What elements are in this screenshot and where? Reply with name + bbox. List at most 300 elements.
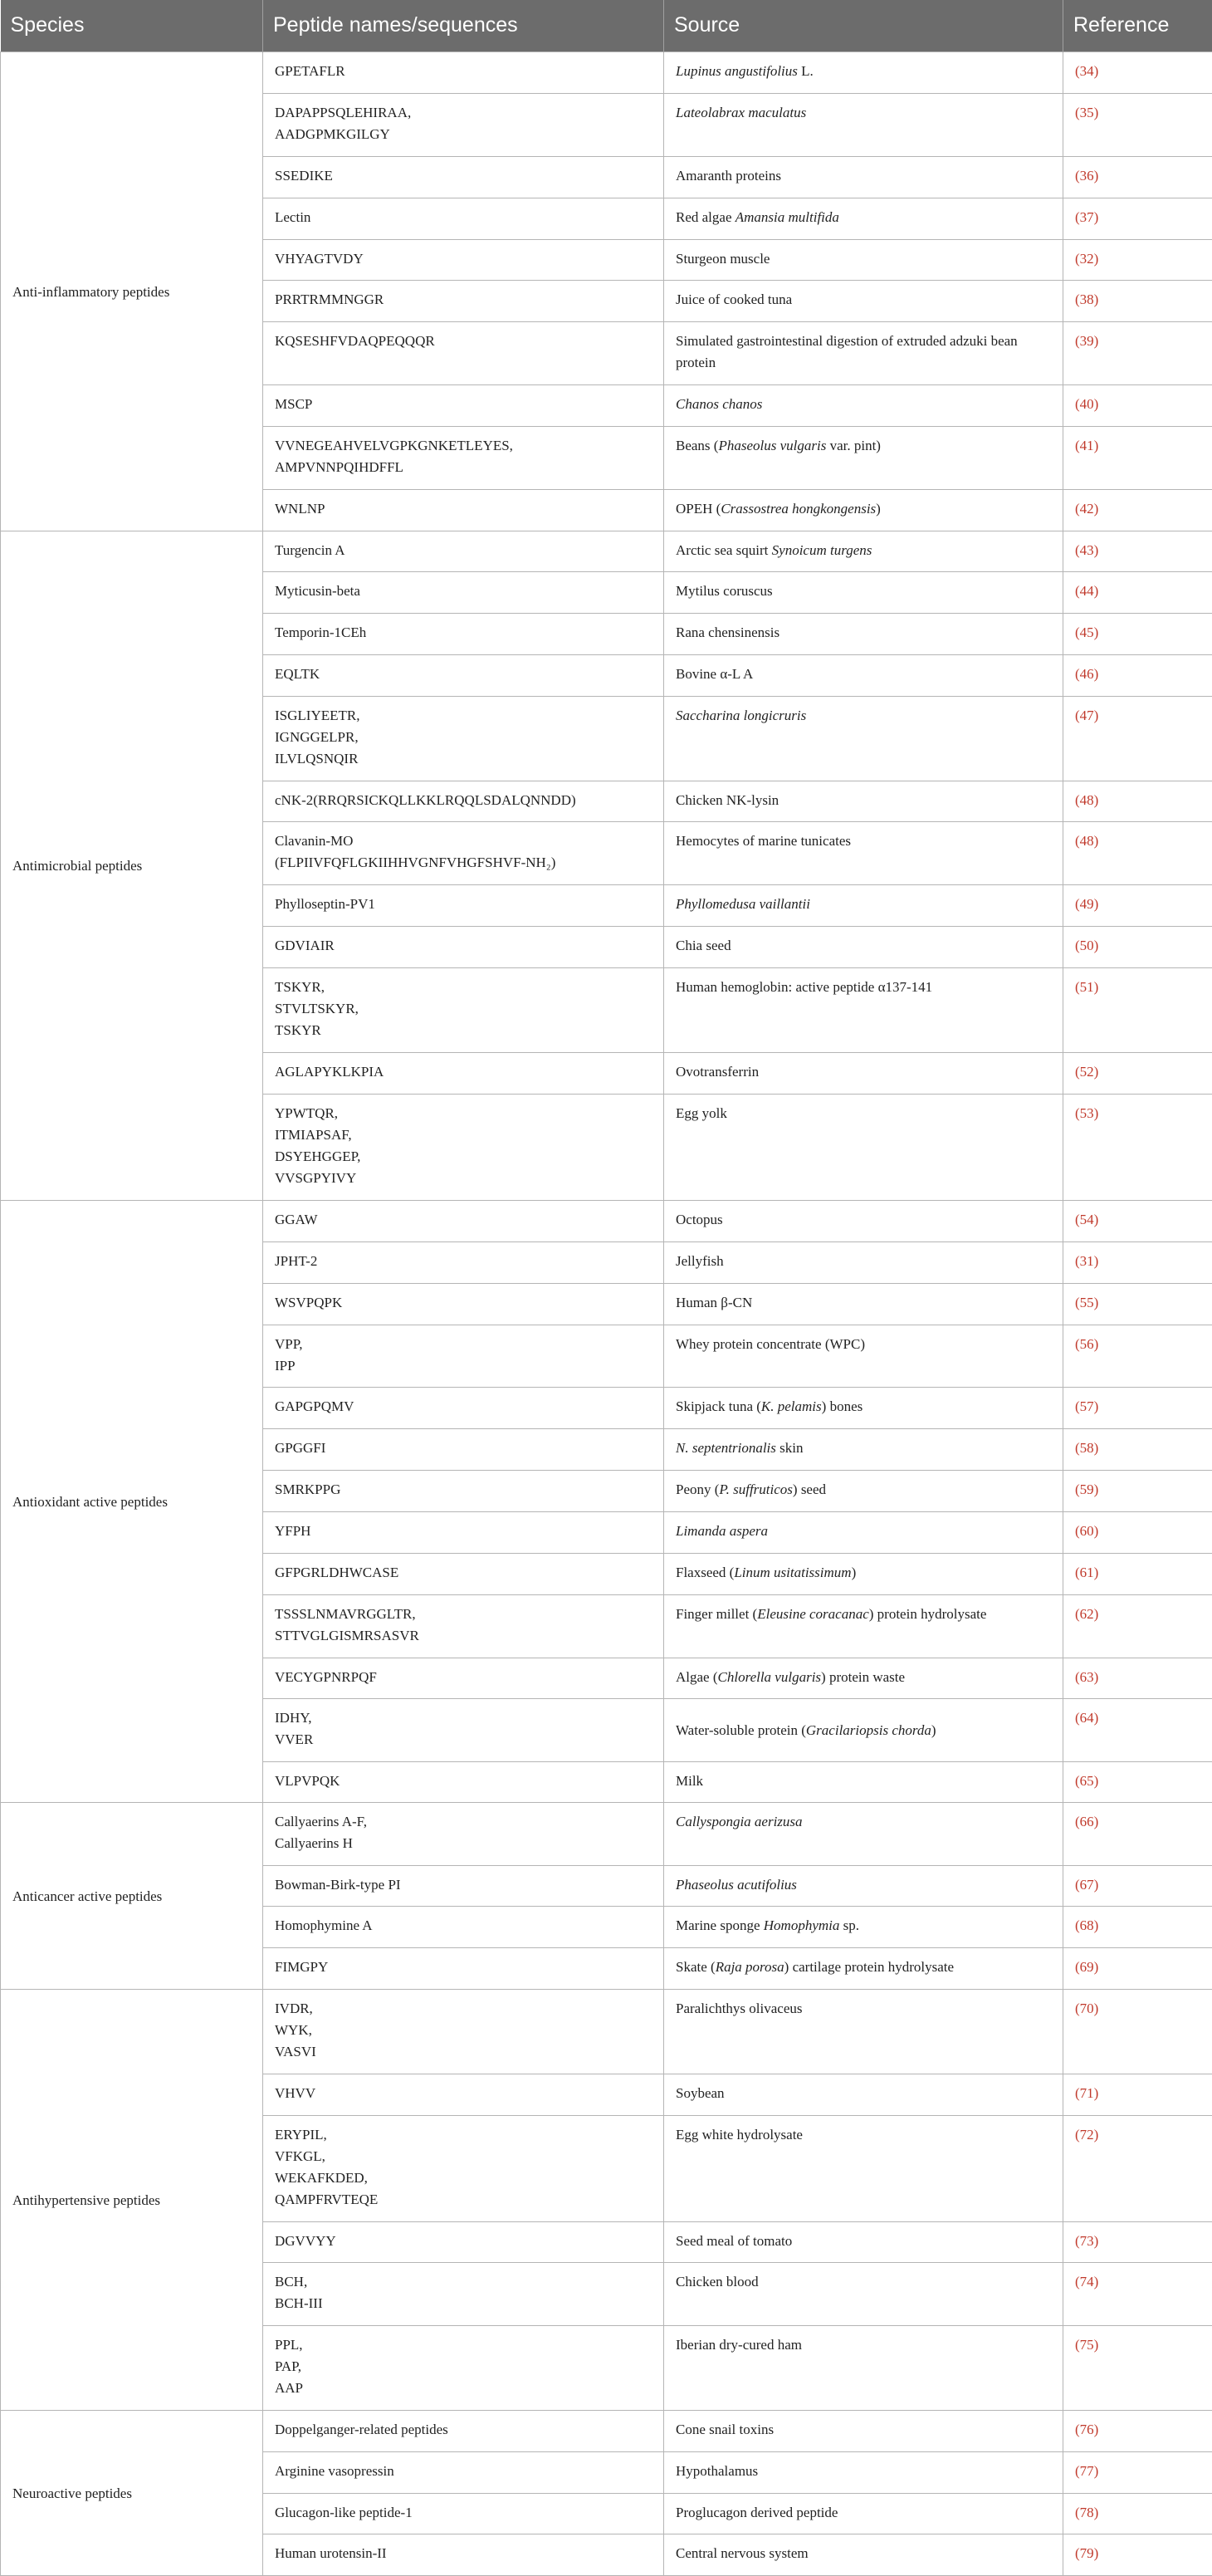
reference-cell	[1063, 1989, 1212, 2074]
source-text: Simulated gastrointestinal digestion of extruded adzuki bean protein	[676, 333, 1018, 370]
source-cell	[664, 1802, 1063, 1865]
source-cell	[664, 384, 1063, 426]
peptide-cell	[263, 93, 664, 156]
peptide-sequence: Myticusin-beta	[275, 580, 652, 602]
reference-cell	[1063, 1761, 1212, 1802]
source-species-name: Phyllomedusa vaillantii	[676, 896, 810, 912]
reference-link[interactable]: (72)	[1075, 2127, 1098, 2143]
peptide-sequence: Doppelganger-related peptides	[275, 2419, 652, 2441]
peptide-sequence: ISGLIYEETR,	[275, 705, 652, 727]
source-cell	[664, 51, 1063, 93]
reference-link[interactable]: (42)	[1075, 501, 1098, 517]
reference-cell	[1063, 781, 1212, 821]
peptide-sequence: Phylloseptin-PV1	[275, 894, 652, 915]
peptide-cell	[263, 2451, 664, 2493]
table-header-row	[1, 0, 1212, 51]
reference-cell	[1063, 2074, 1212, 2115]
header-species: Species	[1, 0, 263, 51]
reference-link[interactable]: (45)	[1075, 624, 1098, 640]
source-text: Chicken blood	[676, 2274, 759, 2290]
source-text: Juice of cooked tuna	[676, 291, 792, 307]
peptide-cell	[263, 1761, 664, 1802]
reference-cell	[1063, 280, 1212, 321]
reference-link[interactable]: (35)	[1075, 105, 1098, 120]
source-species-name: Synoicum turgens	[772, 542, 872, 558]
source-species-name: Raja porosa	[716, 1959, 784, 1975]
peptide-cell	[263, 884, 664, 926]
table-row	[1, 51, 1212, 93]
source-text: Amaranth proteins	[676, 168, 781, 184]
reference-link[interactable]: (39)	[1075, 333, 1098, 349]
peptide-sequence: YPWTQR,	[275, 1103, 652, 1124]
reference-cell	[1063, 2325, 1212, 2410]
source-cell	[664, 239, 1063, 280]
peptide-sequence: AGLAPYKLKPIA	[275, 1061, 652, 1083]
source-species-name: Linum usitatissimum	[734, 1565, 851, 1580]
reference-cell	[1063, 571, 1212, 613]
reference-cell	[1063, 1658, 1212, 1698]
source-text: Human hemoglobin: active peptide α137-141	[676, 979, 932, 995]
source-text: Skate (	[676, 1959, 716, 1975]
peptide-cell	[263, 654, 664, 696]
source-cell	[664, 198, 1063, 239]
reference-cell	[1063, 654, 1212, 696]
peptide-sequence: VHYAGTVDY	[275, 248, 652, 270]
peptide-sequence: IVDR,	[275, 1998, 652, 2020]
source-cell	[664, 2325, 1063, 2410]
source-cell	[664, 967, 1063, 1052]
reference-cell	[1063, 1387, 1212, 1428]
source-text: Flaxseed (	[676, 1565, 734, 1580]
source-text: Seed meal of tomato	[676, 2233, 792, 2249]
source-text: Human β-CN	[676, 1295, 752, 1310]
source-cell	[664, 1052, 1063, 1094]
reference-cell	[1063, 1865, 1212, 1906]
source-text: Red algae	[676, 209, 736, 225]
reference-link[interactable]: (59)	[1075, 1481, 1098, 1497]
source-cell	[664, 280, 1063, 321]
reference-link[interactable]: (31)	[1075, 1253, 1098, 1269]
peptide-cell	[263, 821, 664, 884]
source-cell	[664, 1241, 1063, 1283]
species-cell: Antihypertensive peptides	[1, 1989, 263, 2410]
peptide-sequence: BCH-III	[275, 2293, 652, 2314]
reference-cell	[1063, 239, 1212, 280]
peptide-cell	[263, 1698, 664, 1761]
source-text: Jellyfish	[676, 1253, 724, 1269]
peptide-sequence: SSEDIKE	[275, 165, 652, 187]
peptide-cell	[263, 571, 664, 613]
peptide-cell	[263, 1802, 664, 1865]
peptide-cell	[263, 1947, 664, 1989]
peptide-sequence: PAP,	[275, 2356, 652, 2378]
source-cell	[664, 321, 1063, 384]
reference-link[interactable]: (75)	[1075, 2337, 1098, 2353]
species-cell: Neuroactive peptides	[1, 2410, 263, 2575]
source-text: Whey protein concentrate (WPC)	[676, 1336, 865, 1352]
reference-link[interactable]: (61)	[1075, 1565, 1098, 1580]
reference-link[interactable]: (49)	[1075, 896, 1098, 912]
source-cell	[664, 1761, 1063, 1802]
reference-cell	[1063, 1947, 1212, 1989]
source-species-name: P. suffruticos	[719, 1481, 792, 1497]
reference-cell	[1063, 489, 1212, 531]
peptide-sequence: WYK,	[275, 2020, 652, 2041]
reference-cell	[1063, 2262, 1212, 2325]
source-cell	[664, 2534, 1063, 2575]
source-text: Algae (	[676, 1669, 718, 1685]
peptide-cell	[263, 426, 664, 489]
peptide-sequence: DAPAPPSQLEHIRAA,	[275, 102, 652, 124]
peptide-sequence: GPETAFLR	[275, 61, 652, 82]
table-row	[1, 1200, 1212, 1241]
reference-link[interactable]: (73)	[1075, 2233, 1098, 2249]
peptide-cell	[263, 2221, 664, 2262]
source-cell	[664, 1865, 1063, 1906]
peptide-sequence: Callyaerins A-F,	[275, 1811, 652, 1833]
peptide-cell	[263, 1470, 664, 1511]
source-cell	[664, 2493, 1063, 2534]
reference-cell	[1063, 198, 1212, 239]
source-cell	[664, 1658, 1063, 1698]
peptide-sequence: VHVV	[275, 2083, 652, 2104]
header-peptide-names: Peptide names/sequences	[263, 0, 664, 51]
reference-link[interactable]: (64)	[1075, 1710, 1098, 1726]
peptide-cell	[263, 489, 664, 531]
reference-link[interactable]: (52)	[1075, 1064, 1098, 1080]
source-species-name: Chlorella vulgaris	[718, 1669, 822, 1685]
reference-cell	[1063, 1511, 1212, 1553]
table-row	[1, 531, 1212, 571]
reference-link[interactable]: (38)	[1075, 291, 1098, 307]
peptide-sequence: DGVVYY	[275, 2231, 652, 2252]
source-cell	[664, 613, 1063, 654]
peptide-sequence: GFPGRLDHWCASE	[275, 1562, 652, 1584]
source-species-name: Lupinus angustifolius	[676, 63, 798, 79]
reference-link[interactable]: (48)	[1075, 833, 1098, 849]
source-text: Beans (	[676, 438, 718, 453]
peptide-sequence: GGAW	[275, 1209, 652, 1231]
source-cell	[664, 1594, 1063, 1658]
source-species-name: K. pelamis	[761, 1398, 822, 1414]
source-text: )	[876, 501, 881, 517]
peptide-sequence: TSKYR	[275, 1020, 652, 1041]
reference-cell	[1063, 613, 1212, 654]
source-cell	[664, 696, 1063, 781]
peptide-sequence: WEKAFKDED,	[275, 2167, 652, 2189]
source-text: Ovotransferrin	[676, 1064, 759, 1080]
reference-link[interactable]: (34)	[1075, 63, 1098, 79]
source-text: Cone snail toxins	[676, 2422, 774, 2437]
reference-cell	[1063, 2410, 1212, 2451]
source-cell	[664, 884, 1063, 926]
header-reference: Reference	[1063, 0, 1212, 51]
peptide-cell	[263, 1094, 664, 1200]
reference-link[interactable]: (36)	[1075, 168, 1098, 184]
reference-link[interactable]: (46)	[1075, 666, 1098, 682]
peptide-sequence: AMPVNNPQIHDFFL	[275, 457, 652, 478]
reference-cell	[1063, 531, 1212, 571]
reference-link[interactable]: (43)	[1075, 542, 1098, 558]
peptide-cell	[263, 2325, 664, 2410]
source-cell	[664, 821, 1063, 884]
source-cell	[664, 654, 1063, 696]
peptide-sequence: YFPH	[275, 1521, 652, 1542]
reference-link[interactable]: (62)	[1075, 1606, 1098, 1622]
source-text: var. pint)	[826, 438, 881, 453]
reference-cell	[1063, 1325, 1212, 1387]
reference-link[interactable]: (66)	[1075, 1814, 1098, 1829]
peptide-sequence: BCH,	[275, 2271, 652, 2293]
source-text: )	[931, 1722, 936, 1738]
reference-link[interactable]: (55)	[1075, 1295, 1098, 1310]
reference-link[interactable]: (51)	[1075, 979, 1098, 995]
reference-link[interactable]: (74)	[1075, 2274, 1098, 2290]
peptide-cell	[263, 384, 664, 426]
peptide-sequence: QAMPFRVTEQE	[275, 2189, 652, 2211]
source-text: L.	[798, 63, 814, 79]
reference-link[interactable]: (44)	[1075, 583, 1098, 599]
reference-link[interactable]: (37)	[1075, 209, 1098, 225]
peptide-cell	[263, 531, 664, 571]
peptide-cell	[263, 696, 664, 781]
reference-cell	[1063, 321, 1212, 384]
peptide-sequence: Human urotensin-II	[275, 2543, 652, 2564]
reference-cell	[1063, 696, 1212, 781]
peptide-cell	[263, 1241, 664, 1283]
header-source: Source	[664, 0, 1063, 51]
peptide-sequence: Turgencin A	[275, 540, 652, 561]
source-text: Finger millet (	[676, 1606, 757, 1622]
reference-link[interactable]: (70)	[1075, 2001, 1098, 2016]
source-text: ) seed	[793, 1481, 826, 1497]
source-cell	[664, 426, 1063, 489]
source-cell	[664, 93, 1063, 156]
source-cell	[664, 1511, 1063, 1553]
reference-cell	[1063, 1052, 1212, 1094]
source-text: ) cartilage protein hydrolysate	[784, 1959, 954, 1975]
source-cell	[664, 1470, 1063, 1511]
reference-link[interactable]: (79)	[1075, 2545, 1098, 2561]
source-species-name: Eleusine coracanac	[757, 1606, 869, 1622]
reference-link[interactable]: (54)	[1075, 1212, 1098, 1227]
source-cell	[664, 1906, 1063, 1947]
reference-cell	[1063, 384, 1212, 426]
peptide-cell	[263, 1325, 664, 1387]
source-text: Rana chensinensis	[676, 624, 779, 640]
reference-cell	[1063, 51, 1212, 93]
source-cell	[664, 531, 1063, 571]
peptide-sequence: IDHY,	[275, 1707, 652, 1729]
peptide-sequence: VFKGL,	[275, 2146, 652, 2167]
source-species-name: Limanda aspera	[676, 1523, 768, 1539]
source-cell	[664, 1989, 1063, 2074]
source-cell	[664, 1947, 1063, 1989]
reference-link[interactable]: (53)	[1075, 1105, 1098, 1121]
peptide-sequence: PRRTRMMNGGR	[275, 289, 652, 311]
peptide-sequence: Glucagon-like peptide-1	[275, 2502, 652, 2524]
source-species-name: Lateolabrax maculatus	[676, 105, 806, 120]
source-text: Peony (	[676, 1481, 719, 1497]
source-cell	[664, 1698, 1063, 1761]
source-text: )	[852, 1565, 857, 1580]
source-text: Hemocytes of marine tunicates	[676, 833, 851, 849]
peptide-sequence: DSYEHGGEP,	[275, 1146, 652, 1168]
source-text: Egg white hydrolysate	[676, 2127, 803, 2143]
source-text: sp.	[839, 1917, 859, 1933]
reference-cell	[1063, 926, 1212, 967]
source-cell	[664, 2262, 1063, 2325]
reference-link[interactable]: (41)	[1075, 438, 1098, 453]
reference-cell	[1063, 1553, 1212, 1594]
peptide-sequence: TSSSLNMAVRGGLTR,	[275, 1604, 652, 1625]
reference-cell	[1063, 1470, 1212, 1511]
peptide-cell	[263, 280, 664, 321]
reference-link[interactable]: (78)	[1075, 2505, 1098, 2520]
peptide-cell	[263, 1594, 664, 1658]
species-cell: Antimicrobial peptides	[1, 531, 263, 1200]
reference-link[interactable]: (63)	[1075, 1669, 1098, 1685]
source-text: ) protein waste	[821, 1669, 905, 1685]
peptide-sequence: VPP,	[275, 1334, 652, 1355]
peptide-cell	[263, 613, 664, 654]
source-text: Hypothalamus	[676, 2463, 758, 2479]
peptide-sequence: VASVI	[275, 2041, 652, 2063]
source-cell	[664, 156, 1063, 198]
source-species-name: Amansia multifida	[736, 209, 839, 225]
reference-link[interactable]: (76)	[1075, 2422, 1098, 2437]
reference-link[interactable]: (65)	[1075, 1773, 1098, 1789]
source-cell	[664, 1553, 1063, 1594]
peptide-sequence: FIMGPY	[275, 1956, 652, 1978]
peptide-sequence: AAP	[275, 2378, 652, 2399]
reference-link[interactable]: (77)	[1075, 2463, 1098, 2479]
source-species-name: Phaseolus acutifolius	[676, 1877, 797, 1893]
species-cell: Anti-inflammatory peptides	[1, 51, 263, 531]
peptide-sequence: VVER	[275, 1729, 652, 1751]
reference-cell	[1063, 1594, 1212, 1658]
reference-link[interactable]: (56)	[1075, 1336, 1098, 1352]
peptide-cell	[263, 781, 664, 821]
peptide-sequence: PPL,	[275, 2334, 652, 2356]
peptide-sequence: TSKYR,	[275, 977, 652, 998]
source-text: Central nervous system	[676, 2545, 809, 2561]
peptide-cell	[263, 1387, 664, 1428]
reference-link[interactable]: (40)	[1075, 396, 1098, 412]
peptide-sequence: GPGGFI	[275, 1437, 652, 1459]
reference-cell	[1063, 2493, 1212, 2534]
source-text: OPEH (	[676, 501, 721, 517]
peptide-sequence: VLPVPQK	[275, 1770, 652, 1792]
reference-link[interactable]: (69)	[1075, 1959, 1098, 1975]
source-cell	[664, 2221, 1063, 2262]
source-cell	[664, 1325, 1063, 1387]
source-cell	[664, 571, 1063, 613]
peptide-cell	[263, 1989, 664, 2074]
table-row	[1, 1989, 1212, 2074]
peptide-sequence: GAPGPQMV	[275, 1396, 652, 1418]
peptide-sequence: Lectin	[275, 207, 652, 228]
peptide-cell	[263, 926, 664, 967]
peptide-cell	[263, 2115, 664, 2221]
reference-link[interactable]: (47)	[1075, 708, 1098, 723]
source-text: Skipjack tuna (	[676, 1398, 761, 1414]
peptide-sequence: Callyaerins H	[275, 1833, 652, 1854]
peptide-sequence: VECYGPNRPQF	[275, 1667, 652, 1688]
source-text: Chia seed	[676, 938, 731, 953]
source-text: Paralichthys olivaceus	[676, 2001, 803, 2016]
source-species-name: Callyspongia aerizusa	[676, 1814, 803, 1829]
peptide-sequence: SMRKPPG	[275, 1479, 652, 1501]
peptide-cell	[263, 1658, 664, 1698]
source-species-name: Phaseolus vulgaris	[718, 438, 826, 453]
peptide-sequence: Temporin-1CEh	[275, 622, 652, 644]
peptide-cell	[263, 2074, 664, 2115]
reference-link[interactable]: (60)	[1075, 1523, 1098, 1539]
reference-cell	[1063, 967, 1212, 1052]
source-text: Chicken NK-lysin	[676, 792, 779, 808]
reference-link[interactable]: (32)	[1075, 251, 1098, 267]
table-body	[1, 51, 1212, 2575]
reference-link[interactable]: (48)	[1075, 792, 1098, 808]
reference-cell	[1063, 1241, 1212, 1283]
peptide-sequence: (FLPIIVFQFLGKIIHHVGNFVHGFSHVF-NH₂)	[275, 852, 652, 874]
reference-link[interactable]: (58)	[1075, 1440, 1098, 1456]
peptide-cell	[263, 1428, 664, 1470]
peptide-sequence: ILVLQSNQIR	[275, 748, 652, 770]
peptide-sequence: Clavanin-MO	[275, 830, 652, 852]
peptide-sequence: WNLNP	[275, 498, 652, 520]
peptide-cell	[263, 51, 664, 93]
source-text: ) bones	[822, 1398, 863, 1414]
reference-cell	[1063, 1283, 1212, 1325]
peptide-sequence: IPP	[275, 1355, 652, 1377]
peptide-cell	[263, 1283, 664, 1325]
table-row	[1, 2410, 1212, 2451]
source-cell	[664, 1387, 1063, 1428]
reference-cell	[1063, 93, 1212, 156]
peptide-sequence: EQLTK	[275, 664, 652, 685]
peptide-cell	[263, 239, 664, 280]
peptide-cell	[263, 156, 664, 198]
source-text: Sturgeon muscle	[676, 251, 770, 267]
source-species-name: Saccharina longicruris	[676, 708, 806, 723]
peptide-cell	[263, 1553, 664, 1594]
reference-link[interactable]: (67)	[1075, 1877, 1098, 1893]
peptide-cell	[263, 2534, 664, 2575]
source-text: Milk	[676, 1773, 703, 1789]
reference-link[interactable]: (50)	[1075, 938, 1098, 953]
reference-cell	[1063, 1094, 1212, 1200]
reference-cell	[1063, 1802, 1212, 1865]
reference-cell	[1063, 1428, 1212, 1470]
species-cell: Antioxidant active peptides	[1, 1200, 263, 1802]
species-cell: Anticancer active peptides	[1, 1802, 263, 1989]
reference-link[interactable]: (71)	[1075, 2085, 1098, 2101]
peptide-sequence: Arginine vasopressin	[275, 2461, 652, 2482]
reference-cell	[1063, 2115, 1212, 2221]
source-text: skin	[776, 1440, 804, 1456]
reference-link[interactable]: (68)	[1075, 1917, 1098, 1933]
peptide-sequence: Bowman-Birk-type PI	[275, 1874, 652, 1896]
peptide-cell	[263, 1865, 664, 1906]
peptide-sequence: WSVPQPK	[275, 1292, 652, 1314]
peptide-cell	[263, 2493, 664, 2534]
reference-cell	[1063, 2221, 1212, 2262]
source-text: Arctic sea squirt	[676, 542, 772, 558]
table-row	[1, 1802, 1212, 1865]
reference-link[interactable]: (57)	[1075, 1398, 1098, 1414]
